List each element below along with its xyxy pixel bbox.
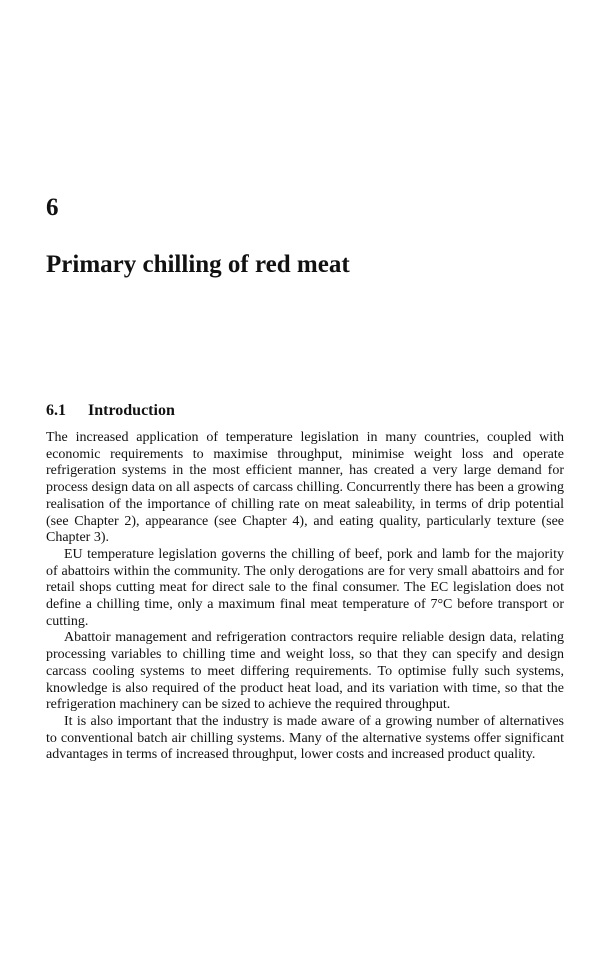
paragraph-1: The increased application of temperature legislation in many countries, coupled with economic requirements to maximise throughput, minimise weight loss and operate refrigeration systems in the most efficient manner, has created a very large demand for process design data on all aspects of carcass chilling. Concurrently there has been a growing realisation of the importance of chilling rate on meat saleability, in terms of drip potential (see Chapter 2), appearance (see Chapter 4), and eating quality, particularly texture (see Chapter 3).	[46, 430, 564, 546]
chapter-number: 6	[46, 194, 59, 221]
chapter-title: Primary chilling of red meat	[46, 251, 350, 278]
paragraph-2: EU temperature legislation governs the chilling of beef, pork and lamb for the majority of abattoirs within the community. The only derogations are for very small abattoirs and for retail shops cutting meat for direct sale to the final consumer. The EC legislation does not define a chilling time, only a maximum final meat temperature of 7°C before transport or cutting.	[46, 546, 564, 629]
body-text	[46, 430, 564, 764]
section-title: Introduction	[88, 402, 175, 419]
paragraph-3: Abattoir management and refrigeration contractors require reliable design data, relating processing variables to chilling time and weight loss, so that they can specify and design carcass cooling systems to meet differing requirements. To optimise fully such systems, knowledge is also required of the product heat load, and its variation with time, so that the refrigeration machinery can be sized to achieve the required throughput.	[46, 630, 564, 713]
paragraph-4: It is also important that the industry is made aware of a growing number of alternatives to conventional batch air chilling systems. Many of the alternative systems offer significant advantages in terms of increased throughput, lower costs and increased product quality.	[46, 713, 564, 763]
section-number: 6.1	[46, 402, 66, 419]
section-heading	[46, 401, 175, 421]
